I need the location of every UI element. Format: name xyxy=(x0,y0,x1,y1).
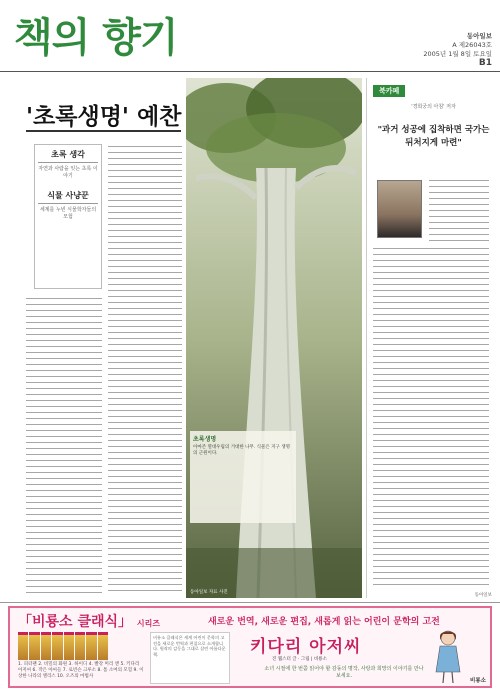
issue-date: 2005년 1월 8일 토요일 xyxy=(423,50,492,58)
photo-credit: 동아일보 자료 사진 xyxy=(190,590,228,595)
article-text-column xyxy=(26,298,102,593)
ad-book-info: 진 웹스터 글 · 그림 | 비룡소 xyxy=(272,657,327,662)
feature-headline: '초록생명' 예찬 xyxy=(26,103,182,130)
tree-photo xyxy=(186,78,362,598)
ad-tagline: 새로운 번역, 새로운 편집, 새롭게 읽는 어린이 문학의 고전 xyxy=(208,617,440,627)
photo-caption xyxy=(190,431,296,523)
book-cover xyxy=(29,632,39,660)
ad-book-title: 키다리 아저씨 xyxy=(250,637,362,657)
ad-series-label xyxy=(18,611,160,631)
column-author: '경희궁의 아침' 저자 xyxy=(411,104,456,110)
column-title: "과거 성공에 집착하면 국가는 뒤처지게 마련" xyxy=(377,125,490,148)
book-card-title: 식물 사냥꾼 xyxy=(38,190,98,204)
caption-title: 초록생명 xyxy=(193,436,217,443)
page-number: B1 xyxy=(478,58,492,68)
column-credit: 동아일보 xyxy=(474,593,492,598)
book-card-title: 초록 생각 xyxy=(38,149,98,163)
book-cover xyxy=(41,632,51,660)
series-suffix: 시리즈 xyxy=(136,619,161,628)
headline-rule xyxy=(26,130,181,132)
book-card-text: 자연과 사람을 잇는 초록 이야기 xyxy=(38,166,98,179)
book-cover xyxy=(75,632,85,660)
book-cafe-column xyxy=(366,78,494,598)
book-covers xyxy=(18,632,108,660)
book-cover xyxy=(98,632,108,660)
article-text-column xyxy=(108,146,182,593)
book-cover xyxy=(86,632,96,660)
ad-description: 소녀 시절에 한 번쯤 읽어야 할 감동의 명작, 사랑과 희망의 이야기를 만나 보세요. xyxy=(264,666,424,679)
column-tag: 북카페 xyxy=(373,85,405,97)
girl-illustration xyxy=(426,628,470,684)
edition-number: A 제26043호 xyxy=(452,41,492,49)
book-card-2 xyxy=(38,190,98,221)
publisher-logo: 비룡소 xyxy=(470,678,486,684)
issue-info xyxy=(423,32,492,68)
book-card-text: 세계를 누빈 식물학자들의 모험 xyxy=(39,207,97,220)
book-advertisement xyxy=(8,606,492,688)
author-photo xyxy=(377,180,422,238)
book-list: 1. 피터팬 2. 비밀의 화원 3. 하이디 4. 빨강 머리 앤 5. 키다리 아저씨 6. 작은 아씨들 7. 로빈슨 크루소 8. 톰 소여의 모험 9. 이상한 나라의 앨리스 10. 오즈의 마법사 xyxy=(18,662,144,679)
column-text xyxy=(373,248,489,588)
section-divider xyxy=(0,602,500,603)
masthead xyxy=(0,0,500,72)
series-name: 「비룡소 클래식」 xyxy=(18,614,133,630)
book-info-card xyxy=(34,144,102,289)
book-cover xyxy=(52,632,62,660)
book-cover xyxy=(18,632,28,660)
ad-copy: 비룡소 클래식은 세계 어린이 문학의 고전을 새로운 번역과 편집으로 소개합니다. 원작의 감동을 그대로 살린 아름다운 책. xyxy=(150,632,230,684)
feature-article xyxy=(0,78,362,598)
paper-name: 동아일보 xyxy=(466,32,492,40)
caption-body: 아마존 열대우림의 거대한 나무. 식물은 지구 생명의 근원이다. xyxy=(193,445,290,456)
book-card-1 xyxy=(38,149,98,180)
column-text xyxy=(429,180,489,242)
section-title: 책의 향기 xyxy=(14,14,178,61)
book-cover xyxy=(64,632,74,660)
